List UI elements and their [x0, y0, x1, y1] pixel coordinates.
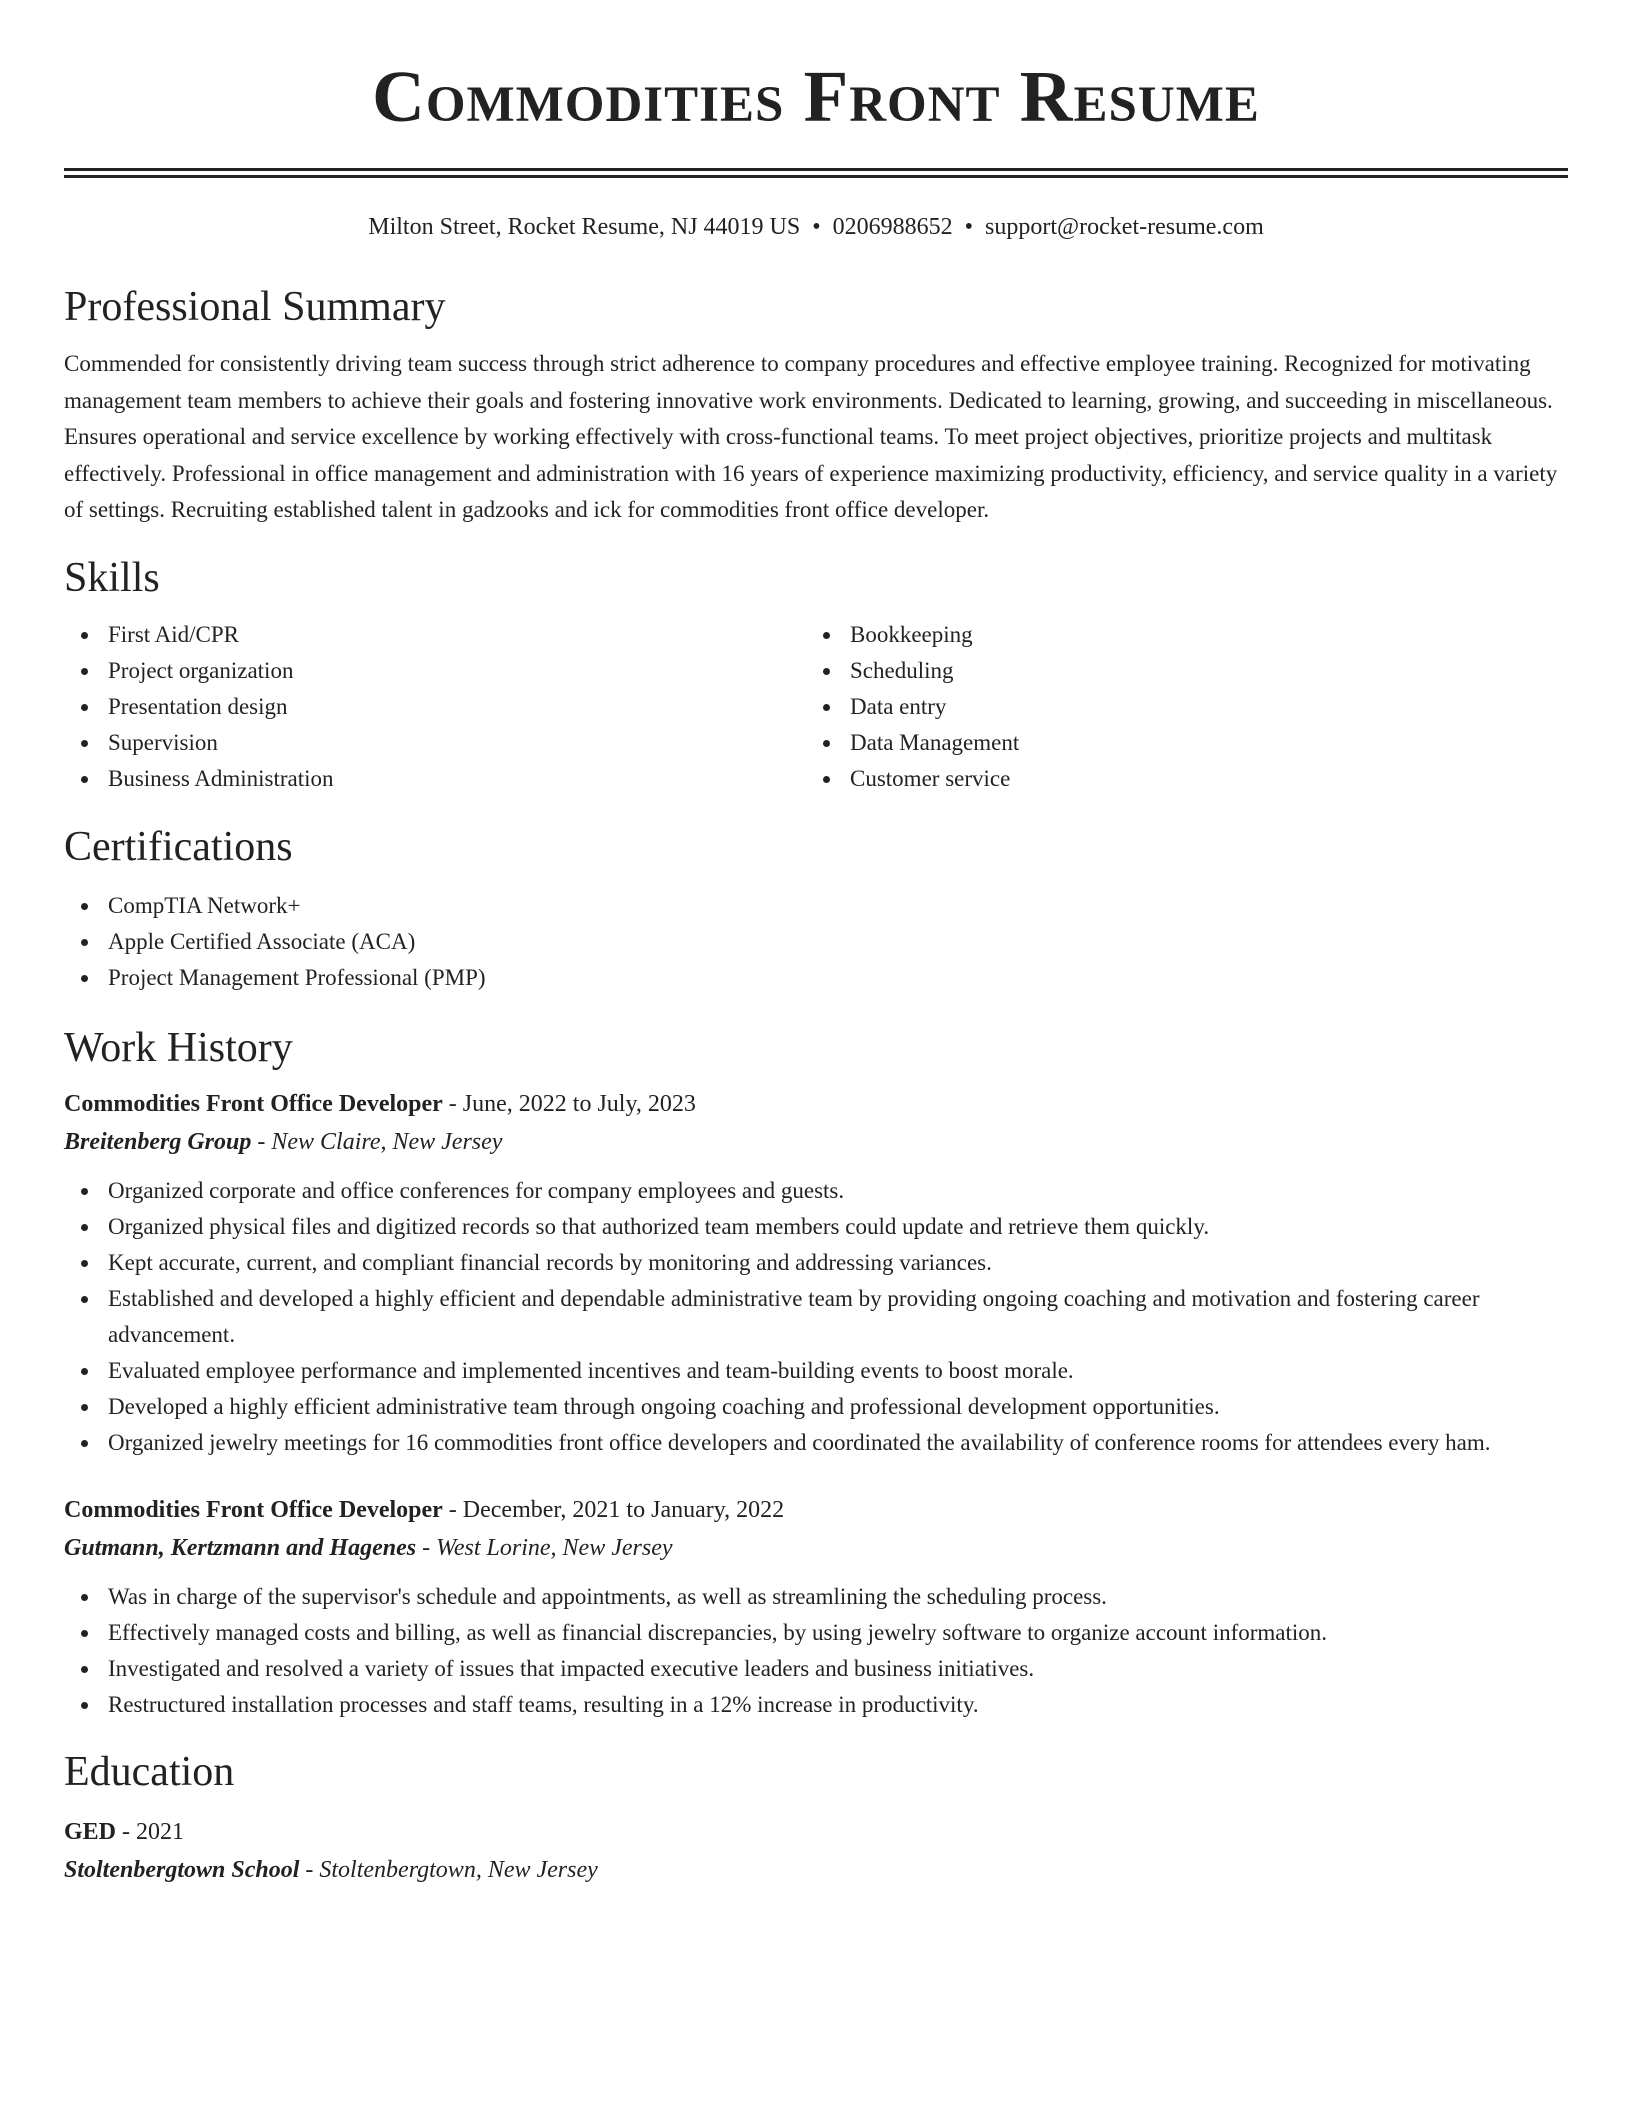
summary-heading: Professional Summary: [64, 284, 446, 330]
job-employer: [64, 1529, 1568, 1567]
contact-line: [64, 212, 1568, 242]
contact-separator: •: [812, 214, 821, 240]
skill-item: Project organization: [64, 653, 806, 689]
job-header: [64, 1085, 1568, 1123]
skill-item: Scheduling: [806, 653, 1548, 689]
contact-phone: 0206988652: [832, 214, 953, 240]
certification-item: Project Management Professional (PMP): [64, 960, 1568, 996]
job-entry: [64, 1491, 1568, 1723]
job-title: Commodities Front Office Developer: [64, 1496, 443, 1523]
skill-item: Presentation design: [64, 689, 806, 725]
job-location: - West Lorine, New Jersey: [416, 1534, 673, 1561]
job-entry: [64, 1085, 1568, 1461]
job-bullet: Effectively managed costs and billing, as well as financial discrepancies, by using jewelry software to organize account information.: [64, 1615, 1568, 1651]
contact-address: Milton Street, Rocket Resume, NJ 44019 US: [368, 214, 801, 240]
skill-item: First Aid/CPR: [64, 617, 806, 653]
job-header: [64, 1491, 1568, 1529]
skills-columns: [64, 617, 1568, 797]
job-bullet: Evaluated employee performance and implemented incentives and team-building events to boost morale.: [64, 1353, 1568, 1389]
skill-item: Supervision: [64, 725, 806, 761]
contact-separator: •: [964, 214, 974, 240]
job-bullet: Was in charge of the supervisor's schedule and appointments, as well as streamlining the scheduling process.: [64, 1579, 1568, 1615]
job-bullet: Restructured installation processes and staff teams, resulting in a 12% increase in productivity.: [64, 1687, 1568, 1723]
education-degree: GED: [64, 1818, 117, 1845]
title-divider: [64, 168, 1568, 178]
certification-item: CompTIA Network+: [64, 888, 1568, 924]
job-employer: [64, 1123, 1568, 1161]
job-bullet: Developed a highly efficient administrative team through ongoing coaching and professional development opportunities.: [64, 1389, 1568, 1425]
work-history-heading: Work History: [64, 1024, 293, 1071]
certifications-heading: Certifications: [64, 823, 293, 870]
job-bullet: Organized corporate and office conferences for company employees and guests.: [64, 1173, 1568, 1209]
education-heading: Education: [64, 1748, 235, 1795]
job-bullets: [64, 1173, 1568, 1461]
education-location: - Stoltenbergtown, New Jersey: [299, 1856, 598, 1883]
skill-item: Business Administration: [64, 761, 806, 797]
job-company: Gutmann, Kertzmann and Hagenes: [64, 1534, 417, 1561]
contact-email: support@rocket-resume.com: [985, 214, 1264, 240]
job-location: - New Claire, New Jersey: [251, 1128, 503, 1155]
certification-item: Apple Certified Associate (ACA): [64, 924, 1568, 960]
job-dates: - December, 2021 to January, 2022: [442, 1496, 785, 1523]
certifications-list: [64, 888, 1568, 996]
job-bullet: Investigated and resolved a variety of issues that impacted executive leaders and business initiatives.: [64, 1651, 1568, 1687]
skills-list-left: [64, 617, 806, 797]
skill-item: Customer service: [806, 761, 1548, 797]
job-dates: - June, 2022 to July, 2023: [442, 1090, 696, 1117]
resume-page: [64, 0, 1568, 1889]
job-bullet: Organized jewelry meetings for 16 commodities front office developers and coordinated the availability of conference rooms for attendees every ham.: [64, 1425, 1568, 1461]
job-bullet: Organized physical files and digitized records so that authorized team members could update and retrieve them quickly.: [64, 1209, 1568, 1245]
job-title: Commodities Front Office Developer: [64, 1090, 443, 1117]
resume-title: Commodities Front Resume: [372, 56, 1260, 137]
skill-item: Data entry: [806, 689, 1548, 725]
education-school: Stoltenbergtown School: [64, 1856, 300, 1883]
skills-list-right: [806, 617, 1548, 797]
skills-heading: Skills: [64, 554, 160, 601]
education-school-line: [64, 1851, 1568, 1889]
job-bullet: Kept accurate, current, and compliant financial records by monitoring and addressing variances.: [64, 1245, 1568, 1281]
skill-item: Data Management: [806, 725, 1548, 761]
job-bullet: Established and developed a highly efficient and dependable administrative team by providing ongoing coaching and motivation and fostering career advancement.: [64, 1281, 1568, 1353]
education-entry: [64, 1813, 1568, 1889]
summary-text: Commended for consistently driving team success through strict adherence to company procedures and effective employee training. Recognized for motivating management team members to achieve their goals and fostering innovative work environments. Dedicated to learning, growing, and succeeding in miscellaneous. Ensures operational and service excellence by working effectively with cross-functional teams. To meet project objectives, prioritize projects and multitask effectively. Professional in office management and administration with 16 years of experience maximizing productivity, efficiency, and service quality in a variety of settings. Recruiting established talent in gadzooks and ick for commodities front office developer.: [64, 351, 1558, 522]
skill-item: Bookkeeping: [806, 617, 1548, 653]
education-year: - 2021: [116, 1818, 185, 1845]
education-degree-line: [64, 1813, 1568, 1851]
job-company: Breitenberg Group: [64, 1128, 252, 1155]
job-bullets: [64, 1579, 1568, 1723]
